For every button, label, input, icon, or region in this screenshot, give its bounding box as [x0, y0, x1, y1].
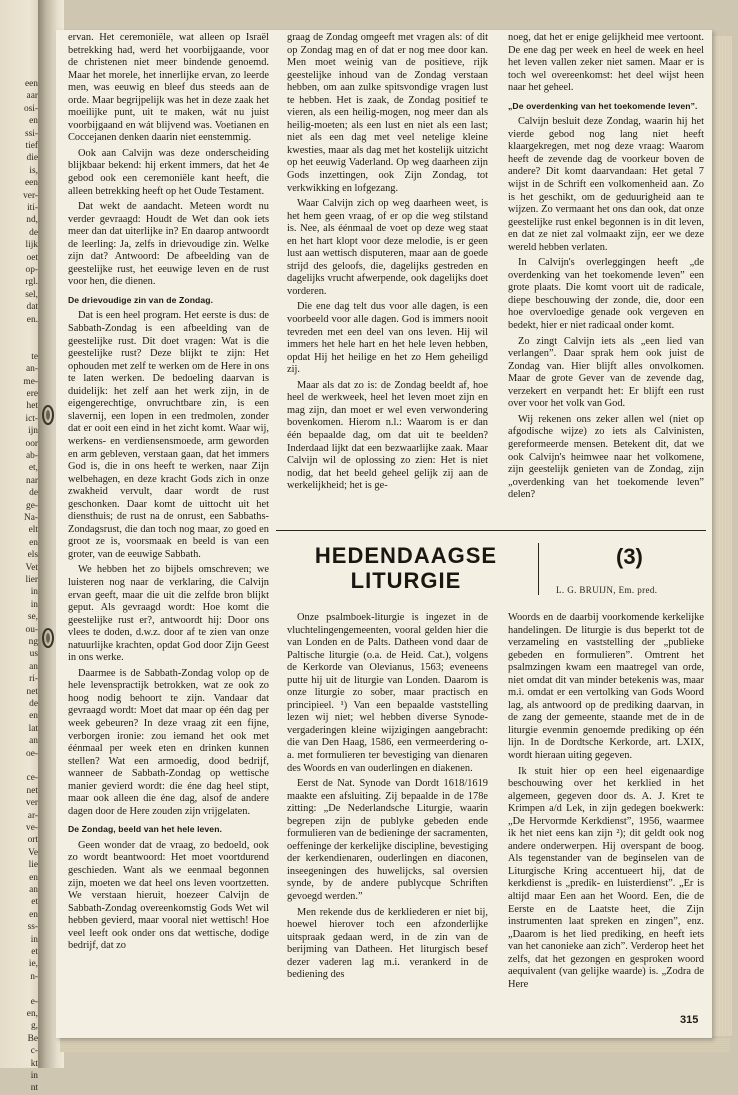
left-page-fragment: us [29, 649, 38, 660]
paragraph: Daarmee is de Sabbath-Zondag volop op de hele levenspractijk betrokken, wat ze ook zo hoog nodig behoort te zijn. Vandaar dat gevraagd wordt: Moet dat maar op één dag per week gebeuren? In deze vraag zit een fijne, verborgen ironie: zou iemand het ook met éénmaal per week eten en drinken kunnen stellen? Wat een armoedig, dood bedrijf, wanneer de Sabbath-Zondag op wettische manier gevierd wordt: die éne dag heel stipt, maar ook alleen die éne dag, alsof de andere dagen door de Here zouden zijn vrijgelaten. [68, 667, 269, 817]
left-page-fragment: in [30, 1071, 38, 1081]
left-page-fragment: an [29, 885, 38, 895]
page [56, 30, 712, 1038]
paragraph: Eerst de Nat. Synode van Dordt 1618/1619 maakte een afsluiting. Zij bepaalde in de 178e zitting: „De Nederlandsche Liturgie, waarin begrepen zijn de publyke gebeden ende formulieren van de bedieninge der sacramenten, oeffeninge der kerkelijke discipline, bevestiging der kerkendienaren, ouderlingen en diaconen, inseegeningen des huwelijcks, sal oversien synde, by de andere publycque Schriften gevoegd werden.” [287, 778, 488, 903]
section-heading: De Zondag, beeld van het hele leven. [68, 824, 223, 835]
column-5 [508, 612, 704, 994]
left-page-fragment: en [29, 116, 38, 127]
left-page-fragment: ou- [25, 624, 38, 635]
left-page-fragment: ssi- [24, 128, 38, 139]
paragraph: Wij rekenen ons zeker allen wel (niet op afgodische wijze) zo iets als Calvinisten, gereformeerde mensen. Betekent dit, dat we ook Calvijn's heimwee naar het volkomene, zijn geestelijk genieten van de Zondag, zijn „overdenking van het toekomende leven” delen? [508, 413, 704, 501]
left-page-fragment: ng [28, 637, 38, 647]
left-page-fragment: an- [26, 364, 38, 375]
left-page-fragment: g, [30, 1021, 38, 1032]
left-page-fragment: me- [23, 376, 38, 387]
left-page-fragment: et [31, 947, 38, 957]
left-page-fragment: ijn [28, 426, 38, 437]
left-page-fragment: rgl. [25, 277, 38, 288]
paragraph: Waar Calvijn zich op weg daarheen weet, is het hem geen vraag, of er op die weg stilstand is. Nee, als éénmaal de voet op deze weg staat en het hart klopt voor deze melodie, is er geen lust aan wettisch disputeren, maar aan de goede strijd des geloofs, die, dagelijks gestreden en dagelijks vrucht afwerpende, ook dagelijks doet vorderen. [287, 198, 488, 297]
left-page-fragment: ss- [27, 922, 38, 933]
left-page-fragment: oor [25, 438, 38, 449]
left-page-fragment: an [29, 661, 38, 672]
paragraph: We hebben het zo bijbels omschreven; we luisteren nog naar de verklaring, die Calvijn ervan geeft, maar die uit die zelfde bron blijkt geput. Als gevraagd wordt: Hoe komt die geestelijke rust er?, antwoordt hij: Door ons vlees te doden, d.w.z. door af te zien van onze natuurlijke krachten, opdat God door Zijn Geest in ons werke. [68, 564, 269, 664]
left-page-fragment: ort [27, 835, 38, 846]
paragraph: ervan. Het ceremoniële, wat alleen op Israël betrekking had, werd het voorbijgaande, voor de christenen niet meer bindende genoemd. Maar het morele, het innerlijke ervan, zo leerde men, was eeuwig en bleef dus steeds aan de orde. Maar begrijpelijk was het in deze zaak het moeilijke punt, uit te maken, wát nu juist voorbijgaand en wát blijvend was. Voetianen en Coccejanen denken daarin niet eenstemmig. [68, 32, 269, 144]
left-page-fragment: de [29, 488, 38, 499]
left-page-fragment: Ve [28, 847, 38, 858]
paragraph: graag de Zondag omgeeft met vragen als: of dit op Zondag mag en of dat er nog mee door kan. Men moet weinig van de positieve, rijk geestelijke inhoud van de Zondag verstaan hebben, om aan zulke spitsvondige vragen lust te hebben. Het is zaak, de Zondag positief te vieren, als een heilig-mogen, nog meer dan als heilig-moeten; als een lust en niet als een last; niet als een dag met veel netelige kleine kwesties, maar als dag met het kostelijk uitzicht op het eeuwig Vaderland. Op weg daarheen zijn Gods inzettingen, ook Zijn Zondag, tot verkwikking en lofgezang. [287, 32, 488, 194]
paragraph: Dat wekt de aandacht. Meteen wordt nu verder gevraagd: Houdt de Wet dan ook iets meer dan dat uiterlijke in? En daarop antwoordt de leerling: Ja, zelfs in drievoudige zin. Welke zijn dat? Antwoord: De afbeelding van de geestelijke rust, het eeuwige leven en de rust voor hen, die dienen. [68, 201, 269, 288]
paragraph: Men rekende dus de kerkliederen er niet bij, hoewel hierover toch een afzonderlijke uitspraak gedaan werd, in de zin van de berijming van Datheen. Het liturgisch besef dezer vaderen lag m.i. verankerd in de bediening des [287, 906, 488, 981]
left-page-fragment: lie [28, 860, 38, 871]
left-page-fragment: ver- [23, 190, 38, 201]
left-page-fragment: ge- [26, 500, 38, 511]
left-page-fragment: is, [29, 165, 38, 176]
left-page-fragment: een [24, 79, 38, 89]
left-page-fragment: net [26, 785, 38, 796]
left-page-fragment: en, [26, 1009, 38, 1019]
left-page-fragment: de [29, 699, 38, 709]
left-page-fragment: lier [25, 575, 38, 585]
column-1 [68, 32, 269, 956]
article-part-number: (3) [616, 544, 643, 569]
left-page-fragment: els [27, 550, 38, 561]
left-page-fragment: elt [28, 525, 38, 536]
left-page-fragment: ri- [29, 674, 38, 685]
page-number: 315 [680, 1014, 699, 1026]
left-page-fragment: ver [26, 798, 38, 809]
left-page-fragment: en [29, 909, 38, 920]
left-page-fragment: ar- [27, 810, 38, 821]
column-2 [287, 32, 488, 496]
left-page-fragment: oe- [26, 748, 38, 759]
page-stack-edge [712, 36, 732, 1036]
left-page-fragment: het [26, 401, 38, 412]
left-page-fragment: dat [26, 302, 38, 313]
left-page-fragment: ce- [26, 773, 38, 784]
paragraph: noeg, dat het er enige gelijkheid mee vertoont. De ene dag per week en heel de week en heel het leven vallen zeker niet samen. Maar er is toch wel overeenkomst: het deel wijst heen naar het geheel. [508, 32, 704, 94]
left-page-fragment: nd, [26, 215, 38, 226]
left-page-fragment: ict- [25, 413, 38, 424]
left-page-fragment: Vet [25, 562, 38, 573]
left-page-fragment: op- [25, 265, 38, 275]
left-page-fragment: lijk [25, 240, 38, 251]
left-page-fragment: se, [27, 612, 38, 623]
left-page-fragment: iti- [27, 203, 38, 213]
paragraph: Geen wonder dat de vraag, zo bedoeld, ook zo wordt beantwoord: Het moet voortdurend geschieden. Want als we eenmaal begonnen zijn, moeten we dat heel ons leven voortzetten. We verstaan hieruit, hoezeer Calvijn de Sabbath-Zondag overeenkomstig Gods Wet wil hebben gevierd, maar vooral niet wettisch! Hoe veel leeft ook onder ons dat wettische, dodige bedrijf, dat zo [68, 839, 269, 952]
left-page-fragment: tief [25, 141, 38, 151]
left-page-fragment: de [29, 227, 38, 238]
page-stack-bottom [60, 1038, 730, 1052]
left-page-fragment: in [30, 934, 38, 945]
left-page-fragment: c- [30, 1046, 38, 1057]
paragraph: Zo zingt Calvijn iets als „een lied van verlangen”. Daar sprak hem ook juist de Zondag van. Hier blijft alles onvolkomen. Maar de grote Gever van de zevende dag, verzekert en verpandt het: Er blijft een rust over voor het volk van God. [508, 335, 704, 410]
section-heading: „De overdenking van het toekomende leven”. [508, 100, 698, 111]
left-page-fragment: lat [28, 723, 38, 734]
left-page-fragment: in [30, 599, 38, 610]
left-page-fragment: ie, [28, 959, 38, 970]
article-title-line-1: HEDENDAAGSE [314, 543, 498, 568]
paragraph: Onze psalmboek-liturgie is ingezet in de vluchtelingengemeenten, vooral gelden hier die van Londen en de Palts. Datheen vond daar de Paltische liturgie (o.a. de Heid. Cat.), volgens de Kerkorde van Olevianus, 1563; eveneens putte hij uit de liturgie van Londen. Daarom is onze liturgie zo sober, maar practisch en principieel. ¹) Van een bepaalde vaststelling lezen wij niet; wel hebben diverse Synode-vergaderingen kleine wijzigingen aangebracht: die van Den Haag, 1586, een vermeerdering o-a. met formulieren ter bevestiging van dienaren des Woords en van ouderlingen en diakenen. [287, 612, 488, 774]
left-page-fragment: een [24, 178, 38, 189]
section-heading: De drievoudige zin van de Zondag. [68, 294, 214, 305]
article-divider [276, 530, 706, 531]
left-page-fragment: Na- [23, 513, 38, 523]
binding-ring-icon [40, 402, 56, 428]
left-page-fragment: oet [26, 252, 38, 263]
article-author: L. G. BRUIJN, Em. pred. [556, 585, 658, 595]
left-page-fragment: en. [26, 314, 38, 325]
left-page-fragment: et [31, 897, 38, 908]
left-page-fragment: en [29, 872, 38, 883]
left-page-fragment: net [26, 686, 38, 697]
left-page-fragment: die [26, 153, 38, 164]
column-4 [287, 612, 488, 985]
left-page-fragment: en [29, 537, 38, 548]
left-page-fragment: e- [30, 996, 38, 1007]
left-page-fragment: et, [28, 463, 38, 474]
left-page-fragment: osi- [23, 103, 38, 114]
left-page-fragment: en [29, 711, 38, 722]
paragraph: Calvijn besluit deze Zondag, waarin hij het vierde gebod nog lang niet heeft klaargekregen, met nog deze vraag: Waarom heeft de zevende dag de voorkeur boven de andere? Dit komt daarvandaan: Het getal 7 wijst in de Schrift een volkomenheid aan. Zo is het geschikt, om de geduurigheid aan te wijzen. Zo vermaant het ons dan ook, dat onze geestelijke rust enkel begonnen is in dit leven, en dat ze niet zal volmaakt zijn, eer we deze wereld hebben verlaten. [508, 116, 704, 253]
paragraph: Dat is een heel program. Het eerste is dus: de Sabbath-Zondag is een afbeelding van de geestelijke rust. Dit doet vragen: Wat is die geestelijke rust? Deze blijkt te zijn: Het ophouden met zelf te werken om de Here in ons te laten werken. De bedoeling daarvan is duidelijk: het zelf aan het werk zijn, in de eigengerechtige, onvruchtbare zin, is een slavernij, een lopen in een tredmolen, zonder dat er ooit een eind in het zicht komt. Waar wij, werkens- en verdiensensmoede, arm geworden en arm gebleven, verstaan gaan, dat het immers God is, die in ons heeft te werken, naar Zijn welbehagen, en deze kracht Gods zich in onze zwakheid vervult, daar wordt de rust geschonken. Daar komt de uittocht uit het diensthuis; de rust na de onrust, een Sabbaths-Zondagsrust, die dan toch nog maar, zo goed en groot ze is, voorsmaak en beeld is van een groter, van de eeuwige Sabbath. [68, 310, 269, 560]
binding-ring-icon [40, 625, 56, 651]
left-page-fragment: sel, [25, 289, 38, 300]
paragraph: Woords en de daarbij voorkomende kerkelijke handelingen. De liturgie is dus beperkt tot de verzameling en vaststelling der „publieke gebeden en formulieren”. Omtrent het psalmzingen kwam een maatregel van orde, niet omdat dit van minder betekenis was, maar m.i. omdat er een vertolking van Gods Woord lag, als antwoord op de prediking daarvan, in de zang der gemeente, staande met de in de liturgie evenmin genoemde prediking op één lijn. In de Dordtsche Kerkorde, art. LXIX, wordt hieraan uiting gegeven. [508, 612, 704, 762]
left-page-fragment: ve- [26, 823, 38, 833]
left-page [0, 0, 42, 1094]
left-page-fragment: Be [27, 1033, 38, 1044]
title-separator [538, 543, 539, 595]
paragraph: Ook aan Calvijn was deze onderscheiding blijkbaar bekend: hij erkent immers, dat het 4e gebod ook een ceremoniële kant heeft, die alleen betrekking heeft op het Oude Testament. [68, 147, 269, 197]
left-page-fragment: te [31, 351, 38, 362]
left-page-fragment: nar [26, 475, 38, 486]
article-title [280, 543, 532, 601]
left-page-fragment: ere [26, 389, 38, 399]
article-title-line-2: LITURGIE [350, 568, 462, 593]
left-page-fragment: kt [30, 1058, 38, 1069]
paragraph: Ik stuit hier op een heel eigenaardige beschouwing over het kerklied in het algemeen, gegeven door ds. A. J. Kret te Krimpen a/d Lek, in zijn gedegen boekwerk: „De Hervormde Kerkdienst”, 1956, waarmee ik het niet eens kan zijn ²); dit geldt ook nog andere onderwerpen. Hij overspant de boog. Als tegenstander van de beginselen van de Liturgische Kring accentueert hij, dat de kerkdienst is „predik- en luisterdienst”. „Er is altijd maar Een aan het Woord. Een, die de Eerste en de Laatste heet, die Zijn instrumenten laat spreken en zingen”, enz. „Daarom is het lied prediking, en heeft iets van het canonieke aan zich”. Verderop heet het zelfs, dat het gezongen en gesproken woord aequivalent (van gelijke waarde) is. „Zodra de Here [508, 765, 704, 990]
left-page-fragment: an [29, 736, 38, 747]
left-page-fragment: n- [30, 971, 38, 982]
paragraph: In Calvijn's overleggingen heeft „de overdenking van het toekomende leven” een grote plaats. Die komt voort uit de radicale, diepe beschouwing der zonde, die, door een hoe overvloedige genade ook vergeven en bedekt, hier er niet radicaal onder komt. [508, 257, 704, 332]
paragraph: Maar als dat zo is: de Zondag beeldt af, hoe heel de werkweek, heel het leven moet zijn en mag zijn, dan moet er wel even verwondering bovenkomen. Hierom n.l.: Waarom is er dan één bepaalde dag, om dat uit te beelden? Inderdaad lijkt dat een bezwaarlijke zaak. Maar Calvijn wil de oplossing zo zien: Het is niet nodig, dat het beeld geheel gelijk zij aan de werkelijkheid; het is ge- [287, 379, 488, 492]
left-page-fragment: aar [26, 91, 38, 102]
left-page-fragment: ab- [26, 451, 38, 461]
paragraph: Die ene dag telt dus voor alle dagen, is een voorbeeld voor alle dagen. God is immers nooit tevreden met een deel van ons leven. Hij wil immers het hele hart en het hele leven hebben, opdat Hij het heilige en het zo Hem geheiligd zij. [287, 301, 488, 376]
left-page-fragment: nt [30, 1083, 38, 1094]
column-3 [508, 32, 704, 505]
left-page-fragment: in [30, 587, 38, 598]
